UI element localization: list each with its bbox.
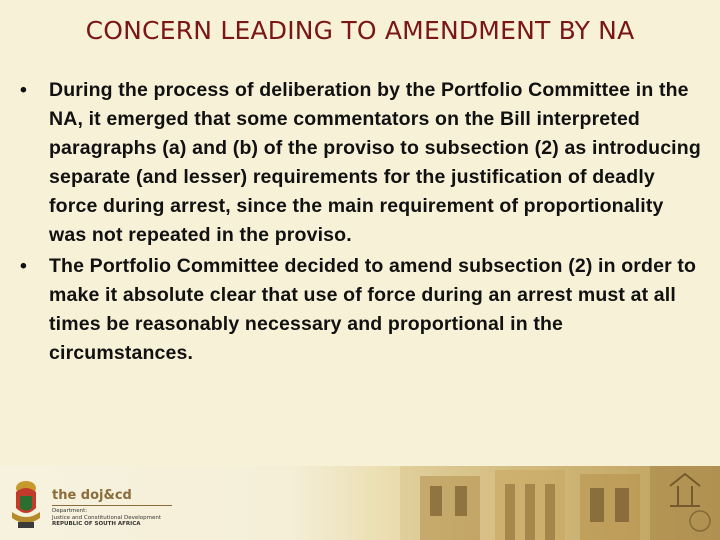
bullet-item bbox=[18, 252, 706, 368]
slide-title: CONCERN LEADING TO AMENDMENT BY NA bbox=[85, 16, 635, 45]
bullet-list bbox=[18, 76, 706, 370]
brand-divider bbox=[52, 505, 172, 506]
brand-name: the doj&cd bbox=[52, 488, 132, 503]
bullet-icon: • bbox=[20, 79, 27, 101]
court-building-photo bbox=[400, 466, 720, 540]
footer-banner bbox=[0, 466, 720, 540]
department-text bbox=[52, 508, 161, 528]
bullet-icon: • bbox=[20, 255, 27, 277]
bullet-text: The Portfolio Committee decided to amend subsection (2) in order to make it absolute clear that use of force during an arrest must at all times be reasonably necessary and proportional in the circumstances. bbox=[49, 255, 697, 364]
dept-line: Justice and Constitutional Development bbox=[52, 514, 162, 521]
coat-of-arms-icon bbox=[6, 478, 46, 534]
bullet-item bbox=[18, 76, 706, 250]
dept-line: Department: bbox=[52, 508, 88, 514]
bullet-text: During the process of deliberation by the Portfolio Committee in the NA, it emerged that some commentators on the Bill interpreted paragraphs (a) and (b) of the proviso to subsection (2) as introducing separate (and lesser) requirements for the justification of deadly force during arrest, since the main requirement of proportionality was not repeated in the proviso. bbox=[49, 79, 701, 246]
dept-line: REPUBLIC OF SOUTH AFRICA bbox=[52, 521, 141, 527]
